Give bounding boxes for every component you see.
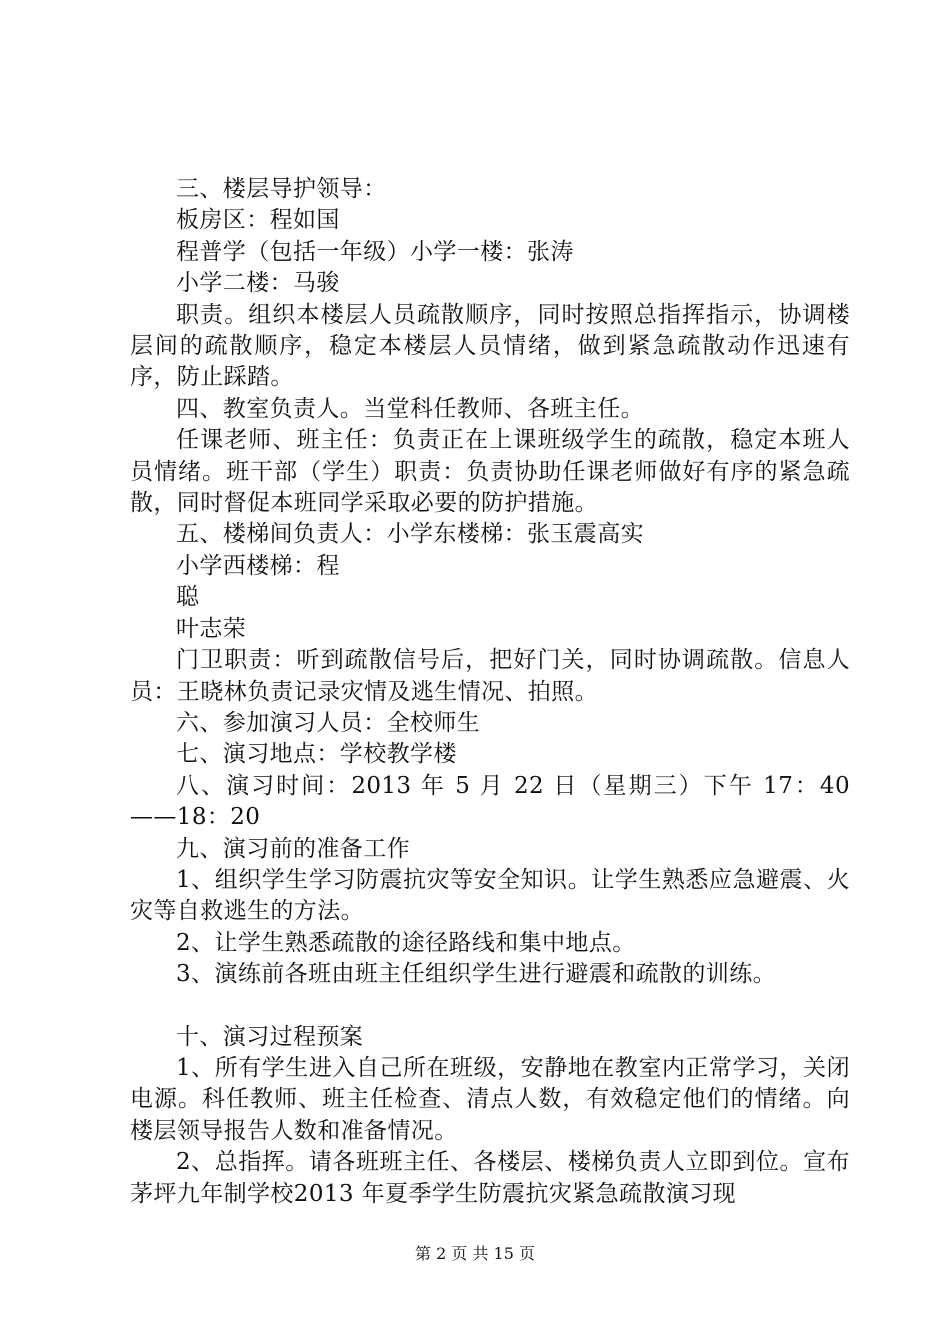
paragraph: 小学西楼梯：程 bbox=[176, 552, 340, 579]
heading-location: 七、演习地点：学校教学楼 bbox=[176, 741, 457, 768]
paragraph: 程普学（包括一年级）小学一楼：张涛 bbox=[176, 238, 574, 265]
paragraph: 任课老师、班主任：负责正在上课班级学生的疏散，稳定本班人员情绪。班干部（学生）职责：负责协助任课老师做好有序的紧急疏散，同时督促本班同学采取必要的防护措施。 bbox=[130, 427, 850, 517]
list-item: 1、组织学生学习防震抗灾等安全知识。让学生熟悉应急避震、火灾等自救逃生的方法。 bbox=[130, 866, 850, 925]
document-body bbox=[130, 174, 850, 1210]
paragraph: 门卫职责：听到疏散信号后，把好门关，同时协调疏散。信息人员：王晓林负责记录灾情及逃生情况、拍照。 bbox=[130, 647, 850, 705]
heading-time: 八、演习时间：2013 年 5 月 22 日（星期三）下午 17：40——18：20 bbox=[130, 772, 850, 831]
list-item: 2、让学生熟悉疏散的途径路线和集中地点。 bbox=[176, 929, 636, 956]
heading-classroom-leaders: 四、教室负责人。当堂科任教师、各班主任。 bbox=[176, 395, 644, 422]
page-number-footer: 第 2 页 共 15 页 bbox=[415, 1244, 535, 1263]
list-item: 3、演练前各班由班主任组织学生进行避震和疏散的训练。 bbox=[176, 961, 777, 988]
heading-preparation: 九、演习前的准备工作 bbox=[176, 835, 410, 862]
heading-stairwell-leaders: 五、楼梯间负责人：小学东楼梯：张玉震高实 bbox=[176, 521, 644, 548]
paragraph: 聪 bbox=[176, 584, 200, 611]
list-item: 2、总指挥。请各班班主任、各楼层、楼梯负责人立即到位。宣布茅坪九年制学校2013 年夏季学生防震抗灾紧急疏散演习现 bbox=[130, 1149, 850, 1207]
heading-participants: 六、参加演习人员：全校师生 bbox=[176, 709, 481, 736]
heading-drill-procedure: 十、演习过程预案 bbox=[176, 1023, 364, 1050]
heading-floor-leaders: 三、楼层导护领导： bbox=[176, 176, 387, 202]
list-item: 1、所有学生进入自己所在班级，安静地在教室内正常学习，关闭电源。科任教师、班主任检查、清点人数，有效稳定他们的情绪。向楼层领导报告人数和准备情况。 bbox=[130, 1054, 850, 1144]
paragraph: 职责。组织本楼层人员疏散顺序，同时按照总指挥指示，协调楼层间的疏散顺序，稳定本楼层人员情绪，做到紧急疏散动作迅速有序，防止踩踏。 bbox=[130, 301, 850, 391]
paragraph: 板房区：程如国 bbox=[176, 207, 340, 234]
paragraph: 小学二楼：马骏 bbox=[176, 270, 340, 297]
paragraph: 叶志荣 bbox=[176, 615, 247, 642]
